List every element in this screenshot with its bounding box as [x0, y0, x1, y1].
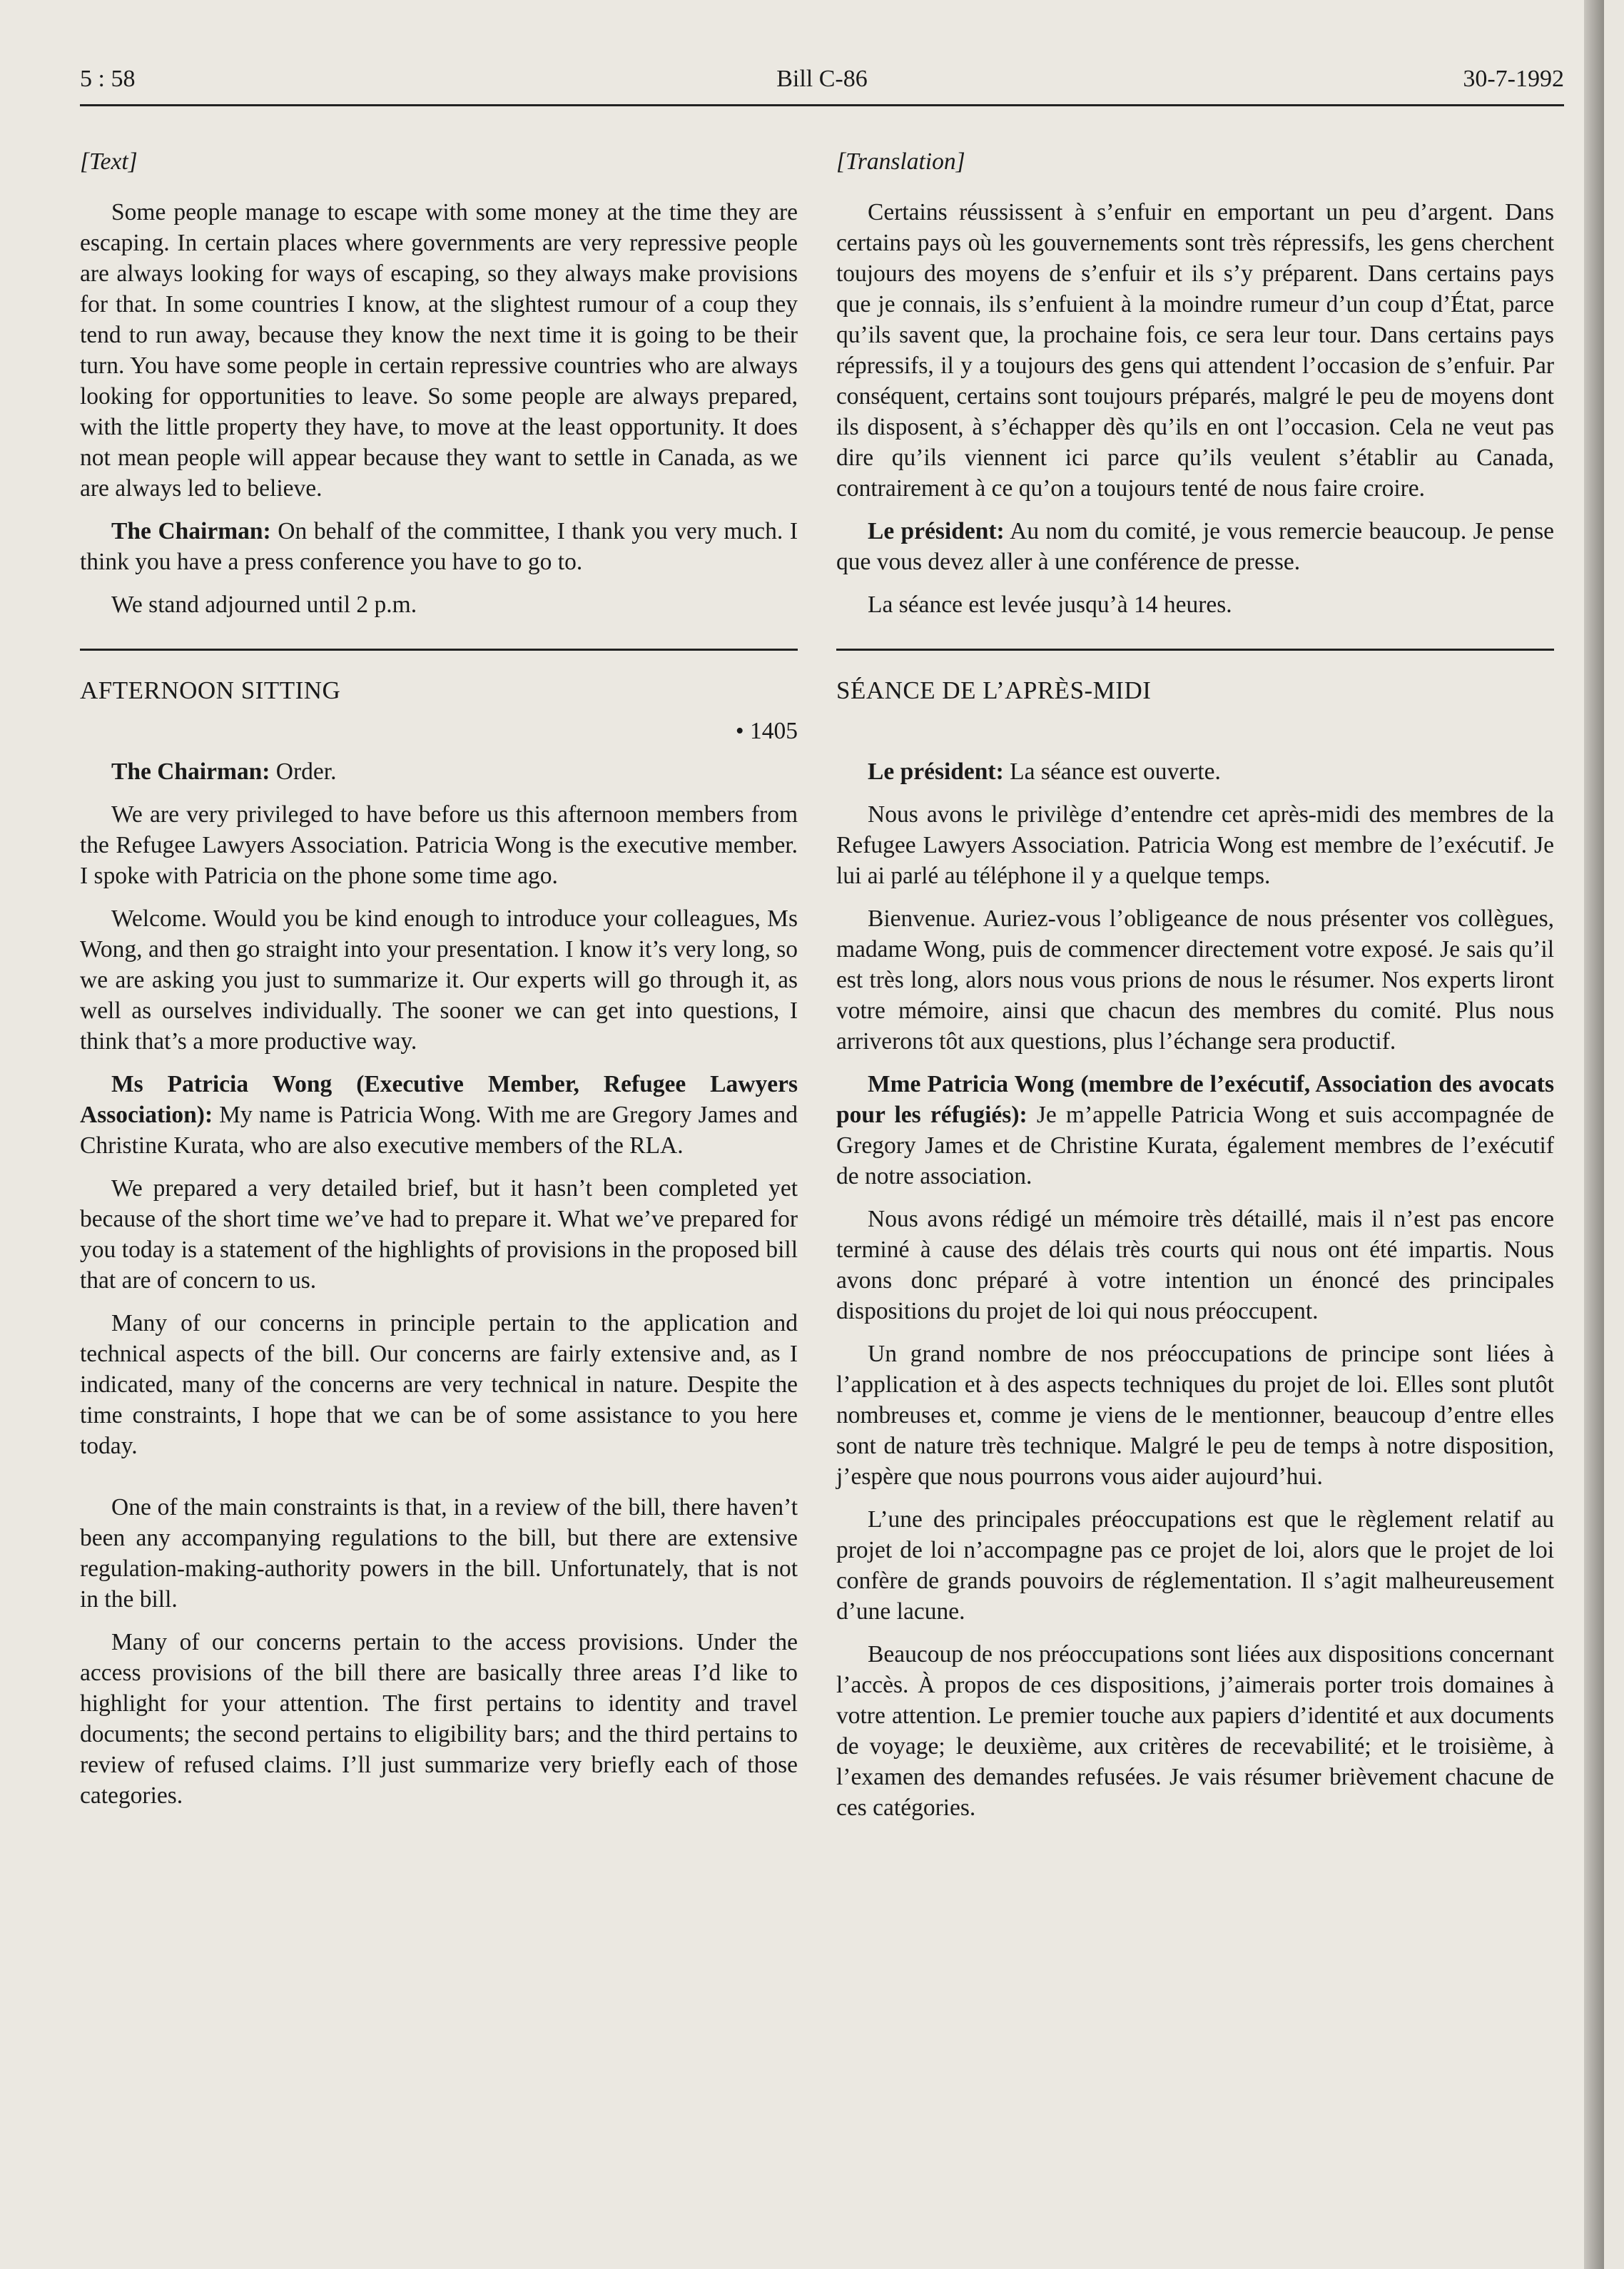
paragraph: Mme Patricia Wong (membre de l’exécutif, Association des avocats pour les réfugiés): Je m’appelle Patricia Wong et suis accompagnée de Gregory James et de Christine Kurata, également membres de l’exécutif de notre association. — [836, 1071, 1555, 1189]
paragraph: We stand adjourned until 2 p.m. — [111, 592, 417, 618]
paragraph: The Chairman: Order. — [111, 758, 337, 785]
section-heading: SÉANCE DE L’APRÈS-MIDI — [836, 676, 1152, 704]
paragraph: Le président: La séance est ouverte. — [868, 758, 1221, 785]
paragraph: Nous avons rédigé un mémoire très détaillé, mais il n’est pas encore terminé à cause des délais très courts qui nous ont été impartis. Nous avons donc préparé à votre intention un énoncé des principales dispositions du projet de loi qui nous préoccupent. — [836, 1206, 1554, 1324]
header-rule — [80, 104, 1564, 106]
speaker: Mme Patricia Wong (membre de l’exécutif, Association des avocats pour les réfugiés): — [836, 1071, 1554, 1128]
page-header — [80, 66, 1564, 100]
time-marker: • 1405 — [735, 718, 798, 744]
bill-title: Bill C-86 — [776, 66, 868, 92]
paragraph: Welcome. Would you be kind enough to introduce your colleagues, Ms Wong, and then go straight into your presentation. I know it’s very long, so we are asking you just to summarize it. Our experts will go through it, as well as ourselves individually. The sooner we can get into questions, I think that’s a more productive way. — [80, 905, 798, 1055]
paragraph: We are very privileged to have before us this afternoon members from the Refugee Lawyers Association. Patricia Wong is the executive member. I spoke with Patricia on the phone some time ago. — [80, 801, 798, 889]
page-edge-shadow — [1584, 0, 1604, 2269]
paragraph: One of the main constraints is that, in a review of the bill, there haven’t been any accompanying regulations to the bill, but there are extensive regulation-making-authority powers in the bill. Unfortunately, that is not in the bill. — [80, 1494, 798, 1613]
paragraph: We prepared a very detailed brief, but it hasn’t been completed yet because of the short time we’ve had to prepare it. What we’ve prepared for you today is a statement of the highlights of provisions in the proposed bill that are of concern to us. — [80, 1175, 798, 1294]
speaker: Le président: — [868, 758, 1004, 785]
speaker: Ms Patricia Wong (Executive Member, Refugee Lawyers Association): — [80, 1071, 798, 1128]
paragraph: The Chairman: On behalf of the committee, I thank you very much. I think you have a press conference you have to go to. — [80, 518, 798, 575]
paragraph: Le président: Au nom du comité, je vous remercie beaucoup. Je pense que vous devez aller à une conférence de presse. — [836, 518, 1554, 575]
paragraph: L’une des principales préoccupations est que le règlement relatif au projet de loi n’accompagne pas ce projet de loi, alors que le projet de loi confère de grands pouvoirs de réglementation. Il s’agit malheureusement d’une lacune. — [836, 1506, 1554, 1625]
english-column — [80, 146, 798, 1823]
speaker: Le président: — [868, 518, 1005, 544]
paragraph: Many of our concerns in principle pertain to the application and technical aspects of the bill. Our concerns are fairly extensive and, as I indicated, many of the concerns are very technical in nature. Despite the time constraints, I hope that we can be of some assistance to you here today. — [80, 1310, 798, 1459]
speaker: The Chairman: — [111, 518, 271, 544]
translation-tag: [Translation] — [836, 148, 965, 175]
section-rule — [836, 649, 1554, 651]
text-tag: [Text] — [80, 148, 138, 175]
section-rule — [80, 649, 798, 651]
paragraph: Beaucoup de nos préoccupations sont liées aux dispositions concernant l’accès. À propos de ces dispositions, j’aimerais porter trois domaines à votre attention. Le premier touche aux papiers d’identité et aux documents de voyage; le deuxième, aux critères de recevabilité; et le troisième, à l’examen des demandes refusées. Je vais résumer brièvement chacune de ces catégories. — [836, 1641, 1554, 1821]
speaker: The Chairman: — [111, 758, 270, 785]
page-number: 5 : 58 — [80, 66, 136, 92]
paragraph: Some people manage to escape with some money at the time they are escaping. In certain places where governments are very repressive people are always looking for ways of escaping, so they always make provisions for that. In some countries I know, at the slightest rumour of a coup they tend to run away, because they know the next time it is going to be their turn. You have some people in certain repressive countries who are always looking for opportunities to leave. So some people are always prepared, with the little property they have, to move at the least opportunity. It does not mean people will appear because they want to settle in Canada, as we are always led to believe. — [80, 199, 798, 502]
paragraph: Nous avons le privilège d’entendre cet après-midi des membres de la Refugee Lawyers Association. Patricia Wong est membre de l’exécutif. Je lui ai parlé au téléphone il y a quelque temps. — [836, 801, 1554, 889]
paragraph: Ms Patricia Wong (Executive Member, Refugee Lawyers Association): My name is Patricia Wong. With me are Gregory James and Christine Kurata, who are also executive members of the RLA. — [80, 1071, 798, 1159]
paragraph: La séance est levée jusqu’à 14 heures. — [868, 592, 1232, 618]
paragraph: Un grand nombre de nos préoccupations de principe sont liées à l’application et à des aspects techniques du projet de loi. Elles sont plutôt nombreuses et, comme je viens de le mentionner, beaucoup d’entre elles sont de nature très technique. Malgré le peu de temps à notre disposition, j’espère que nous pourrons vous aider aujourd’hui. — [836, 1341, 1554, 1490]
paragraph: Bienvenue. Auriez-vous l’obligeance de nous présenter vos collègues, madame Wong, puis de commencer directement votre exposé. Je sais qu’il est très long, alors nous vous prions de nous le résumer. Nos experts liront votre mémoire, ainsi que chacun des membres du comité. Plus nous arriverons tôt aux questions, plus l’échange sera productif. — [836, 905, 1554, 1055]
section-heading: AFTERNOON SITTING — [80, 676, 341, 704]
paragraph: Certains réussissent à s’enfuir en emportant un peu d’argent. Dans certains pays où les gouvernements sont très répressifs, les gens cherchent toujours des moyens de s’enfuir et ils s’y préparent. Dans certains pays que je connais, ils s’enfuient à la moindre rumeur d’un coup d’État, parce qu’ils savent que, la prochaine fois, ce sera leur tour. Dans certains pays répressifs, il y a toujours des gens qui attendent l’occasion de s’enfuir. Par conséquent, certains sont toujours préparés, malgré le peu de moyens dont ils disposent, à s’échapper dès qu’ils en ont l’occasion. Cela ne veut pas dire qu’ils viennent ici parce qu’ils veulent s’établir au Canada, contrairement à ce qu’on a toujours tenté de nous faire croire. — [836, 199, 1554, 502]
paragraph: Many of our concerns pertain to the access provisions. Under the access provisions of the bill there are basically three areas I’d like to highlight for your attention. The first pertains to identity and travel documents; the second pertains to eligibility bars; and the third pertains to review of refused claims. I’ll just summarize very briefly each of those categories. — [80, 1629, 798, 1809]
french-column — [836, 146, 1554, 1835]
header-date: 30-7-1992 — [1463, 66, 1564, 92]
